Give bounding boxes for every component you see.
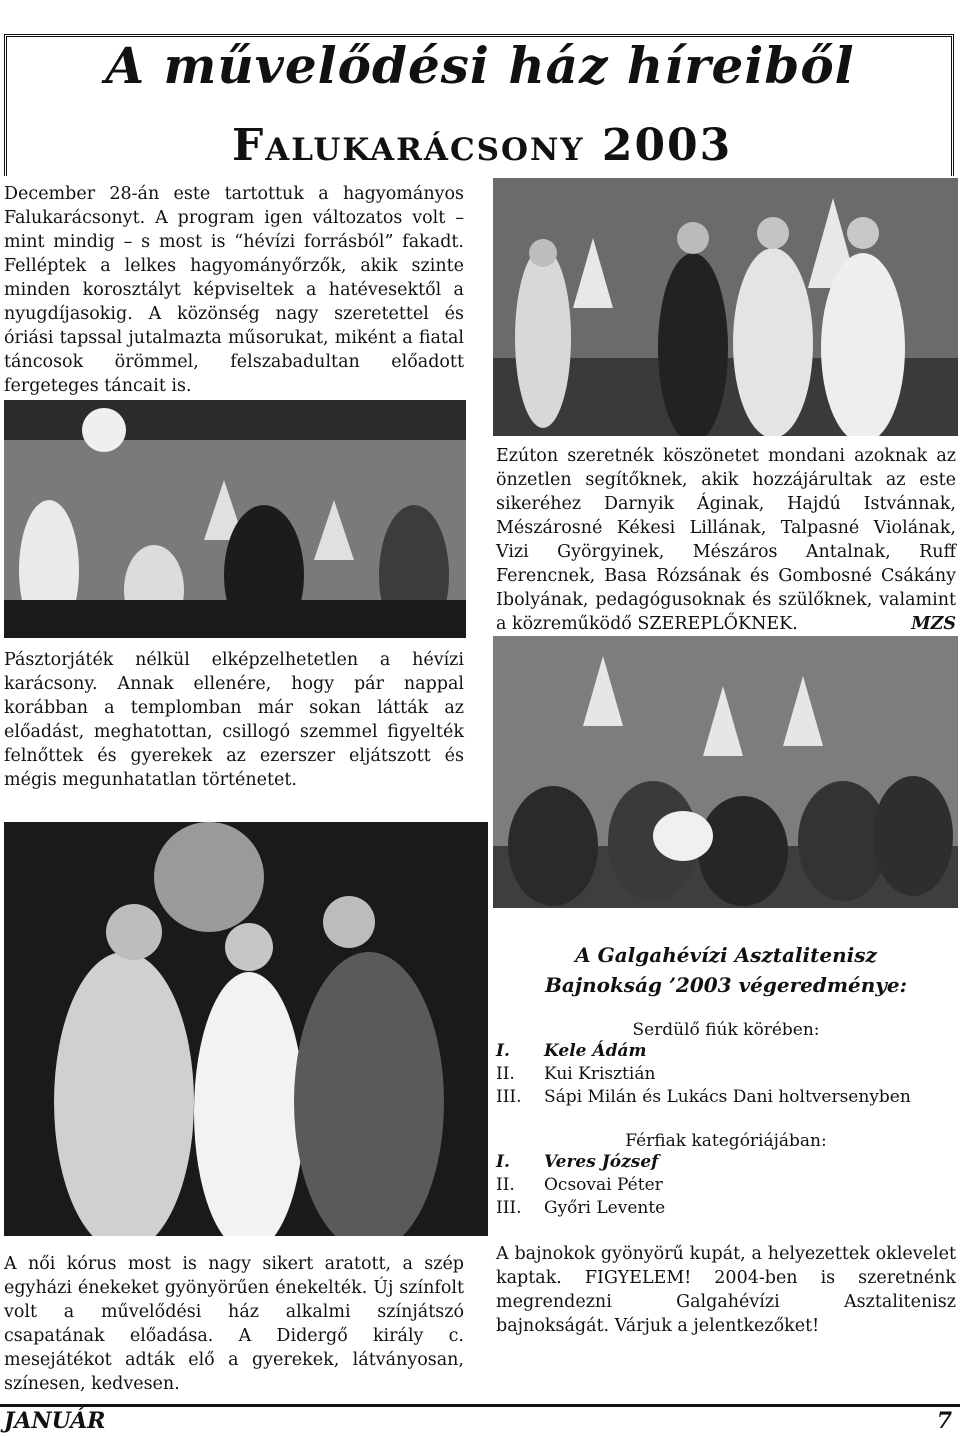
tt-result-row: I. Kele Ádám — [496, 1041, 647, 1061]
stage-play-photo — [4, 400, 466, 638]
mary-joseph-photo — [4, 822, 488, 1236]
tt-category-junior: Serdülő fiúk körében: — [632, 1020, 820, 1040]
intro-paragraph: December 28-án este tartottuk a hagyományos Falukarácsonyt. A program igen változatos volt – mint mindig – s most is “hévízi forrásból” fakadt. Felléptek a lelkes hagyományőrzők, akik szinte minden korosztályt képviseltek a hatévesektől a nyugdíjasokig. A közönség nagy szeretettel és óriási tapssal jutalmazta műsorukat, miként a fiatal táncosok örömmel, felszabadultan előadott fergeteges táncait is. — [4, 184, 464, 396]
tt-closing-paragraph: A bajnokok gyönyörű kupát, a helyezettek oklevelet kaptak. FIGYELEM! 2004-ben is szeretnénk megrendezni Galgahévízi Asztalitenisz bajnokságát. Várjuk a jelentkezőket! — [496, 1244, 956, 1336]
article-subtitle: Falukarácsony 2003 — [232, 120, 733, 171]
tt-title-line2: Bajnokság ’2003 végeredménye: — [544, 973, 908, 997]
footer-month: JANUÁR — [4, 1408, 106, 1434]
tt-category-men: Férfiak kategóriájában: — [625, 1131, 827, 1151]
tt-result-row: II. Kui Krisztián — [496, 1064, 656, 1084]
pasztorjatek-paragraph: Pásztorjáték nélkül elképzelhetetlen a hévízi karácsony. Annak ellenére, hogy pár nappal korábban a templomban már sokan látták az előadást, meghatottan, csillogó szemmel figyelték felnőttek és gyerekek az ezerszer eljátszott és mégis megunhatatlan történetet. — [4, 650, 464, 790]
tt-title-line1: A Galgahévízi Asztalitenisz — [575, 943, 877, 967]
signature: MZS — [911, 614, 956, 634]
choir-photo — [493, 636, 958, 908]
page-title: A művelődési ház híreiből — [105, 36, 855, 95]
tt-result-row: III. Győri Levente — [496, 1198, 666, 1218]
page-number: 7 — [936, 1408, 952, 1434]
thanks-paragraph — [496, 444, 956, 636]
nativity-photo — [493, 178, 958, 436]
table-tennis-section — [496, 940, 956, 1338]
choir-paragraph: A női kórus most is nagy sikert aratott, a szép egyházi énekeket gyönyörűen énekelték. Új színfolt volt a művelődési ház alkalmi színjátszó csapatának előadása. A Didergő király c. mesejátékot adták elő a gyerekek, látványosan, színesen, kedvesen. — [4, 1254, 464, 1394]
thanks-text: Ezúton szeretnék köszönetet mondani azoknak az önzetlen segítőknek, akik hozzájárultak az este sikeréhez Darnyik Áginak, Hajdú Istvánnak, Mészárosné Kékesi Lillának, Talpasné Violának, Vizi Györgyinek, Mészáros Antalnak, Ruff Ferencnek, Basa Rózsának és Gombosné Csákány Ibolyának, pedagógusoknak és szülőknek, valamint a közreműködő SZEREPLŐKNEK. — [496, 446, 956, 634]
tt-result-row: I. Veres József — [496, 1152, 659, 1172]
footer-rule — [0, 1404, 960, 1407]
tt-result-row: III. Sápi Milán és Lukács Dani holtversenyben — [496, 1087, 911, 1107]
tt-result-row: II. Ocsovai Péter — [496, 1175, 663, 1195]
